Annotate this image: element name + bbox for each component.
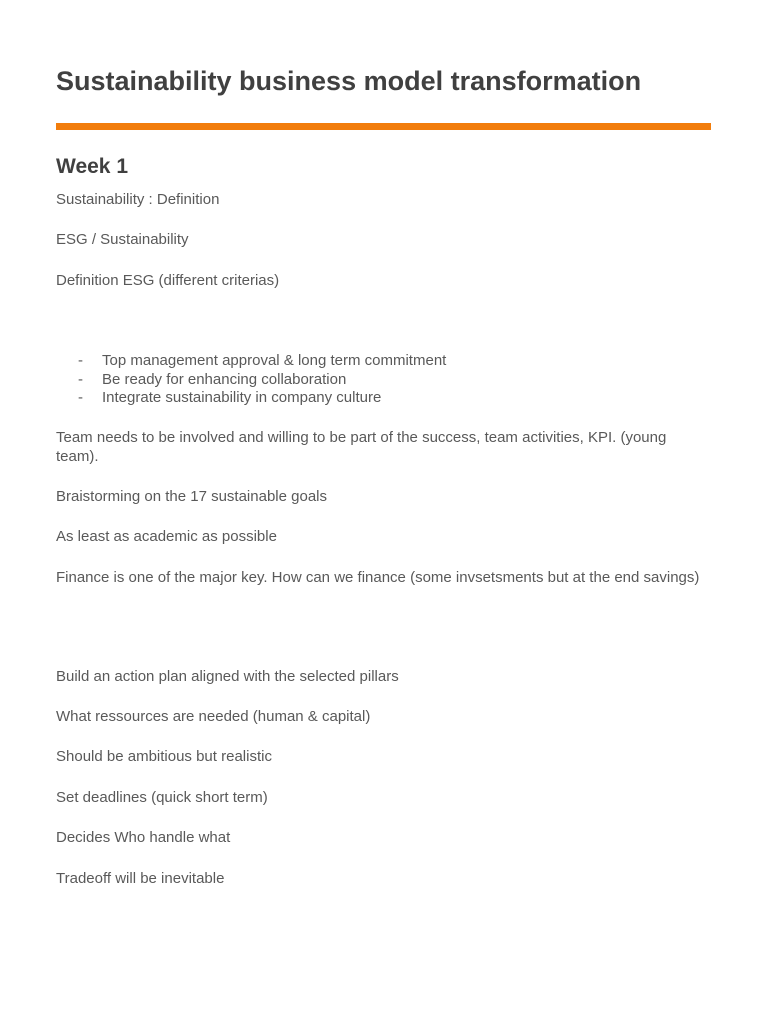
paragraph-ambitious: Should be ambitious but realistic <box>56 748 272 765</box>
bullet-dash: - <box>78 370 83 388</box>
bullet-dash: - <box>78 389 83 406</box>
paragraph-resources: What ressources are needed (human & capital) <box>56 708 371 725</box>
bullet-item <box>56 371 446 390</box>
document-title: Sustainability business model transformation <box>56 66 642 96</box>
paragraph-brainstorming: Braistorming on the 17 sustainable goals <box>56 488 327 505</box>
paragraph-esg-sustainability: ESG / Sustainability <box>56 231 189 248</box>
paragraph-deadlines: Set deadlines (quick short term) <box>56 789 268 806</box>
bullet-text: Integrate sustainability in company culture <box>102 389 382 406</box>
section-heading-week-1: Week 1 <box>56 155 128 178</box>
bullet-item <box>56 389 446 408</box>
bullet-text: Be ready for enhancing collaboration <box>102 370 347 388</box>
bullet-list <box>56 352 446 408</box>
bullet-dash: - <box>78 352 83 369</box>
paragraph-team-involvement: Team needs to be involved and willing to be part of the success, team activities, KPI. (young team). <box>56 429 667 465</box>
paragraph-sustainability-definition: Sustainability : Definition <box>56 191 220 208</box>
paragraph-who-handles-what: Decides Who handle what <box>56 829 231 846</box>
paragraph-finance: Finance is one of the major key. How can we finance (some invsetsments but at the end savings) <box>56 569 700 586</box>
bullet-text: Top management approval & long term commitment <box>102 352 447 369</box>
paragraph-academic: As least as academic as possible <box>56 528 277 545</box>
paragraph-action-plan: Build an action plan aligned with the selected pillars <box>56 668 399 685</box>
paragraph-tradeoff: Tradeoff will be inevitable <box>56 870 225 887</box>
title-accent-rule <box>56 123 711 130</box>
bullet-item <box>56 352 446 371</box>
paragraph-definition-esg: Definition ESG (different criterias) <box>56 272 280 289</box>
